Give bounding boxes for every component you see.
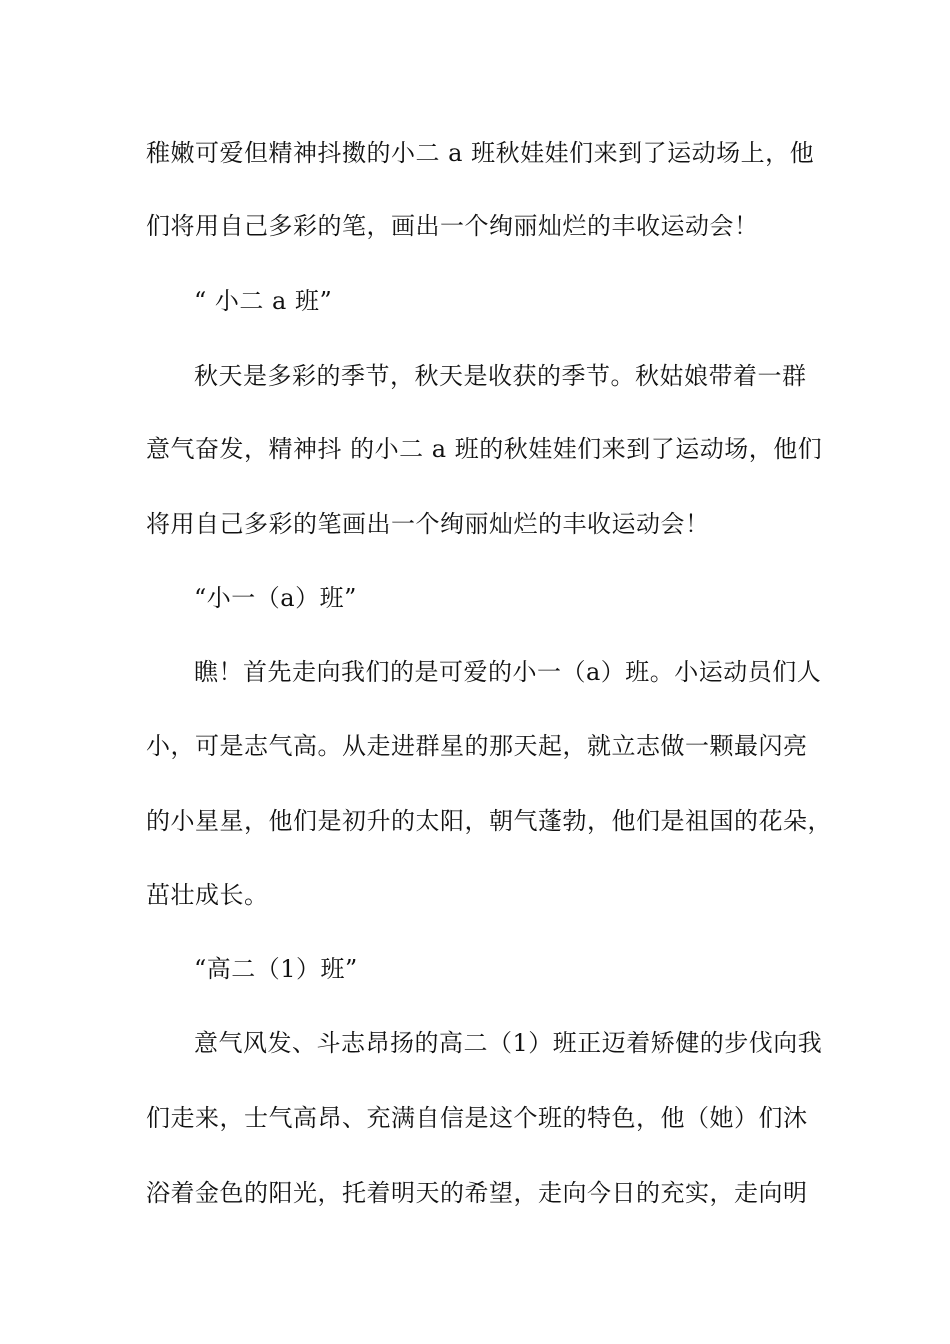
paragraph-line: 茁壮成长。 bbox=[146, 881, 269, 909]
paragraph-line: 秋天是多彩的季节，秋天是收获的季节。秋姑娘带着一群 bbox=[194, 362, 807, 390]
paragraph-line: 们将用自己多彩的笔，画出一个绚丽灿烂的丰收运动会！ bbox=[146, 212, 759, 240]
section-heading: “小一（a）班” bbox=[194, 584, 357, 612]
paragraph-line: 稚嫩可爱但精神抖擞的小二 a 班秋娃娃们来到了运动场上，他 bbox=[146, 139, 815, 167]
section-heading: “ 小二 a 班” bbox=[194, 287, 333, 315]
paragraph-line: 将用自己多彩的笔画出一个绚丽灿烂的丰收运动会！ bbox=[146, 510, 710, 538]
paragraph-line: 们走来，士气高昂、充满自信是这个班的特色，他（她）们沐 bbox=[146, 1104, 808, 1132]
paragraph-line: 意气风发、斗志昂扬的高二（1）班正迈着矫健的步伐向我 bbox=[194, 1029, 823, 1057]
paragraph-line: 浴着金色的阳光，托着明天的希望，走向今日的充实，走向明 bbox=[146, 1179, 808, 1207]
section-heading: “高二（1）班” bbox=[194, 955, 358, 983]
paragraph-line: 的小星星，他们是初升的太阳，朝气蓬勃，他们是祖国的花朵， bbox=[146, 807, 832, 835]
paragraph-line: 瞧！首先走向我们的是可爱的小一（a）班。小运动员们人 bbox=[194, 658, 822, 686]
paragraph-line: 小，可是志气高。从走进群星的那天起，就立志做一颗最闪亮 bbox=[146, 732, 808, 760]
paragraph-line: 意气奋发，精神抖 的小二 a 班的秋娃娃们来到了运动场，他们 bbox=[146, 435, 823, 463]
